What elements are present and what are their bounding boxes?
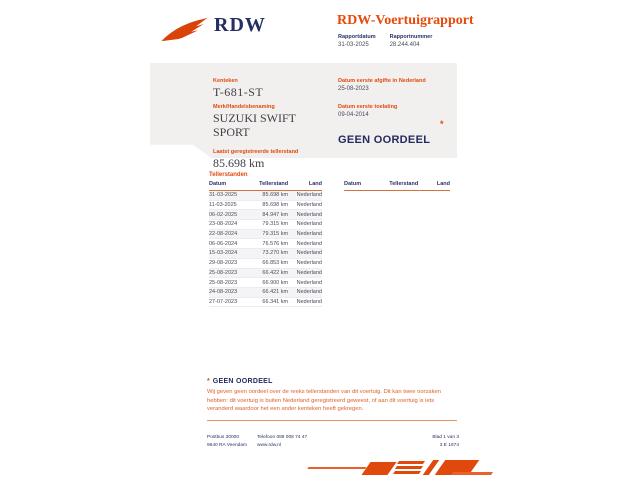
tellerstanden-table-left [209, 181, 322, 307]
geen-oordeel-footnote [207, 378, 459, 414]
report-meta [338, 33, 432, 50]
table-row: 22-08-2024 79.315 km Nederland [209, 230, 322, 240]
column-header-tellerstand: Tellerstand [389, 181, 419, 187]
table-row: 11-03-2025 85.698 km Nederland [209, 201, 322, 211]
rdw-logo [160, 14, 266, 46]
afgifte-value: 25-08-2023 [338, 86, 369, 92]
tellerstanden-tables [209, 181, 450, 307]
table-row: 06-06-2024 76.576 km Nederland [209, 239, 322, 249]
table-row: 24-08-2023 66.421 km Nederland [209, 288, 322, 298]
footnote-text: Wij geven geen oordeel over de reeks tellerstanden van dit voertuig. Dit kan twee oorzaken hebben: dit voertuig is buiten Nederland geregistreerd geweest, of aan dit voertuig is iets veranderd waardoor het een ander kenteken heeft gekregen. [207, 389, 441, 412]
table-header [209, 181, 322, 191]
laatste-tellerstand-label: Laatst geregistreerde tellerstand [213, 149, 299, 155]
page-title: RDW-Voertuigrapport [337, 13, 474, 28]
oordeel-asterisk: * [440, 119, 444, 129]
table-rows [209, 191, 322, 307]
table-row: 06-02-2025 84.947 km Nederland [209, 210, 322, 220]
toelating-value: 09-04-2014 [338, 112, 369, 118]
kenteken-label: Kenteken [213, 78, 238, 84]
rdw-wing-icon [160, 16, 210, 46]
footer-form-code: 3 E 1674 [439, 443, 459, 448]
footer-address-line1: Postbus 30000 [207, 435, 240, 440]
kenteken-value: T-681-ST [213, 85, 264, 99]
table-row: 23-08-2024 79.315 km Nederland [209, 220, 322, 230]
table-row: 27-07-2023 66.341 km Nederland [209, 298, 322, 308]
vehicle-id-block [213, 74, 333, 170]
merk-label: Merk/Handelsbenaming [213, 104, 275, 110]
table-row: 25-08-2023 66.900 km Nederland [209, 278, 322, 288]
footer-address-line2: 9640 RA Veendam [207, 443, 248, 448]
toelating-label: Datum eerste toelating [338, 104, 398, 110]
rdw-stripes-decoration-icon [302, 456, 492, 478]
merk-value: SUZUKI SWIFT SPORT [213, 111, 296, 139]
column-header-datum: Datum [344, 181, 362, 187]
table-row: 15-03-2024 73.270 km Nederland [209, 249, 322, 259]
laatste-tellerstand-value: 85.698 km [213, 156, 265, 170]
table-row: 31-03-2025 85.698 km Nederland [209, 191, 322, 201]
afgifte-label: Datum eerste afgifte in Nederland [338, 78, 426, 84]
table-row: 25-08-2023 66.422 km Nederland [209, 269, 322, 279]
table-header [344, 181, 450, 191]
rdw-logo-text: RDW [214, 14, 266, 36]
footnote-asterisk: * [207, 378, 210, 385]
report-date-label: Rapportdatum [338, 34, 376, 40]
footnote-divider [207, 420, 457, 421]
footer-page-number: Blad 1 van 3 [432, 435, 459, 440]
tellerstanden-table-right [344, 181, 450, 307]
column-header-land: Land [308, 181, 322, 187]
footnote-title: GEEN OORDEEL [212, 378, 273, 385]
footer-website-link: www.rdw.nl [257, 443, 281, 448]
table-row: 29-08-2023 66.853 km Nederland [209, 259, 322, 269]
column-header-datum: Datum [209, 181, 227, 187]
report-number-value: 28.244.404 [389, 42, 420, 48]
column-header-land: Land [436, 181, 450, 187]
column-header-tellerstand: Tellerstand [259, 181, 289, 187]
page-footer [207, 434, 459, 450]
report-date-value: 31-03-2025 [338, 42, 369, 48]
footer-phone: Telefoon 088 008 74 47 [257, 435, 308, 440]
vehicle-dates-block [338, 74, 456, 146]
tellerstanden-title: Tellerstanden [209, 172, 248, 178]
oordeel-status: GEEN OORDEEL [338, 134, 431, 146]
report-number-label: Rapportnummer [389, 34, 433, 40]
